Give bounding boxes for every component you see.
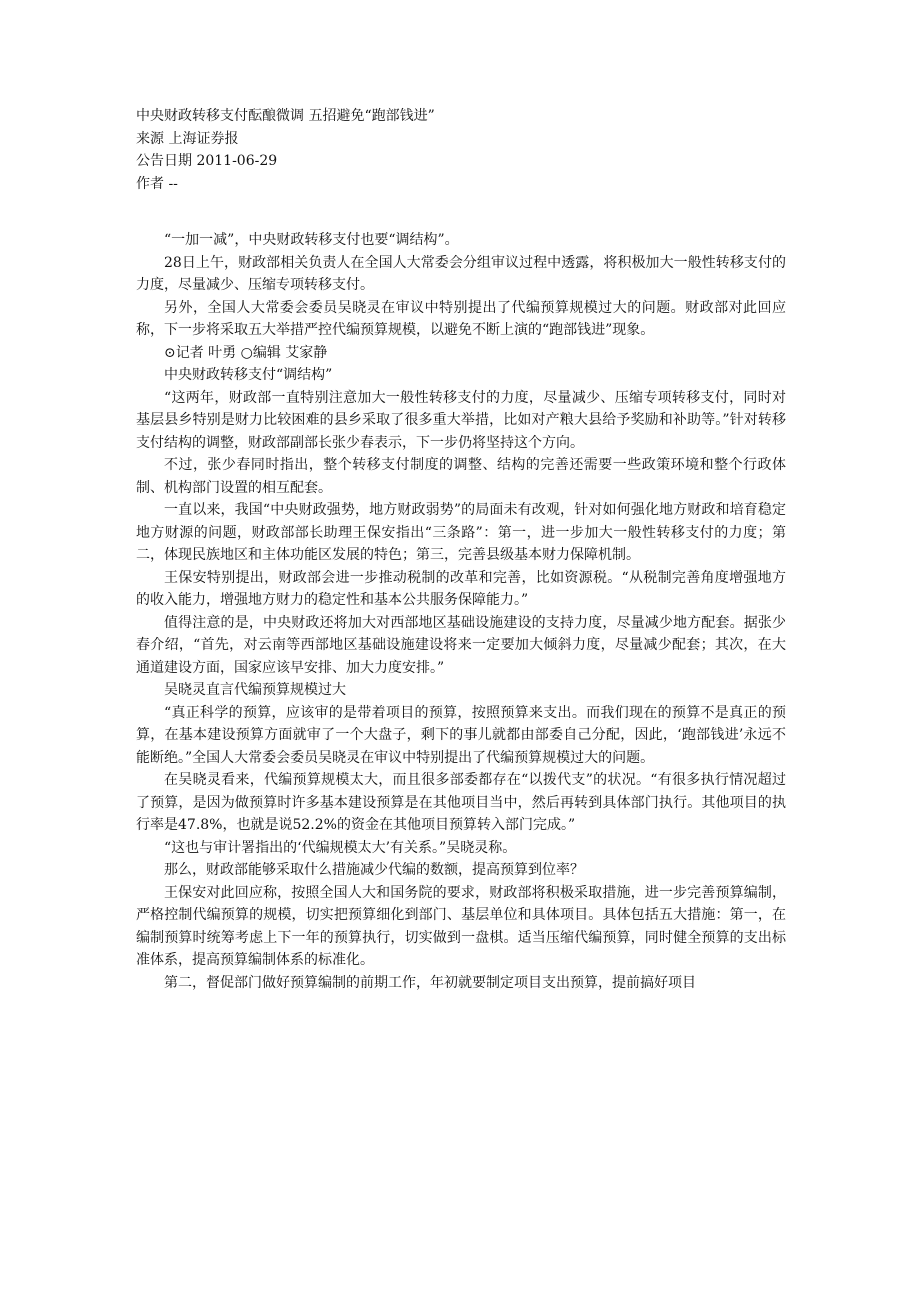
- byline: ⊙记者 叶勇 ○编辑 艾家静: [164, 344, 328, 361]
- paragraph: 另外，全国人大常委会委员吴晓灵在审议中特别提出了代编预算规模过大的问题。财政部对此回应称，下一步将采取五大举措严控代编预算规模，以避免不断上演的“跑部钱进”现象。: [136, 299, 786, 338]
- article-title: 中央财政转移支付酝酿微调 五招避免“跑部钱进”: [136, 108, 435, 124]
- article-source: 来源 上海证券报: [136, 130, 239, 147]
- section-heading: 中央财政转移支付“调结构”: [164, 367, 333, 383]
- paragraph: 不过，张少春同时指出，整个转移支付制度的调整、结构的完善还需要一些政策环境和整个行政体制、机构部门设置的相互配套。: [136, 457, 786, 496]
- paragraph: 王保安特别提出，财政部会进一步推动税制的改革和完善，比如资源税。“从税制完善角度增强地方的收入能力，增强地方财力的稳定性和基本公共服务保障能力。”: [136, 569, 786, 608]
- paragraph: 那么，财政部能够采取什么措施减少代编的数额，提高预算到位率？: [164, 862, 584, 878]
- paragraph: 第二，督促部门做好预算编制的前期工作，年初就要制定项目支出预算，提前搞好项目: [164, 974, 696, 991]
- paragraph: “一加一减”，中央财政转移支付也要“调结构”。: [164, 232, 459, 248]
- article-author: 作者 --: [136, 175, 178, 192]
- paragraph: 在吴晓灵看来，代编预算规模太大，而且很多部委都存在“以拨代支”的状况。“有很多执行情况超过了预算，是因为做预算时许多基本建设预算是在其他项目当中，然后再转到具体部门执行。其他项目的执行率是47.8%，也就是说52.2%的资金在其他项目预算转入部门完成。”: [136, 772, 786, 833]
- paragraph: “真正科学的预算，应该审的是带着项目的预算，按照预算来支出。而我们现在的预算不是真正的预算，在基本建设预算方面就审了一个大盘子，剩下的事儿就都由部委自己分配，因此，‘跑部钱进’永远不能断绝。”全国人大常委会委员吴晓灵在审议中特别提出了代编预算规模过大的问题。: [136, 704, 786, 766]
- paragraph: 一直以来，我国“中央财政强势，地方财政弱势”的局面未有改观，针对如何强化地方财政和培育稳定地方财源的问题，财政部部长助理王保安指出“三条路”：第一，进一步加大一般性转移支付的力度；第二，体现民族地区和主体功能区发展的特色；第三，完善县级基本财力保障机制。: [136, 502, 786, 563]
- paragraph: 王保安对此回应称，按照全国人大和国务院的要求，财政部将积极采取措施，进一步完善预算编制，严格控制代编预算的规模，切实把预算细化到部门、基层单位和具体项目。具体包括五大措施：第一，在编制预算时统筹考虑上下一年的预算执行，切实做到一盘棋。适当压缩代编预算，同时健全预算的支出标准体系，提高预算编制体系的标准化。: [136, 884, 786, 968]
- paragraph: 值得注意的是，中央财政还将加大对西部地区基础设施建设的支持力度，尽量减少地方配套。据张少春介绍，“首先，对云南等西部地区基础设施建设将来一定要加大倾斜力度，尽量减少配套；其次，在大通道建设方面，国家应该早安排、加大力度安排。”: [136, 614, 786, 676]
- document-page: [136, 105, 786, 994]
- spacer: [136, 195, 786, 229]
- paragraph: 28日上午，财政部相关负责人在全国人大常委会分组审议过程中透露，将积极加大一般性转移支付的力度，尽量减少、压缩专项转移支付。: [136, 254, 786, 293]
- section-heading: 吴晓灵直言代编预算规模过大: [164, 682, 346, 698]
- paragraph: “这也与审计署指出的‘代编规模太大’有关系。”吴晓灵称。: [164, 839, 517, 856]
- paragraph: “这两年，财政部一直特别注意加大一般性转移支付的力度，尽量减少、压缩专项转移支付，同时对基层县乡特别是财力比较困难的县乡采取了很多重大举措，比如对产粮大县给予奖励和补助等。”针对转移支付结构的调整，财政部副部长张少春表示，下一步仍将坚持这个方向。: [136, 389, 786, 451]
- article-date: 公告日期 2011-06-29: [136, 153, 278, 169]
